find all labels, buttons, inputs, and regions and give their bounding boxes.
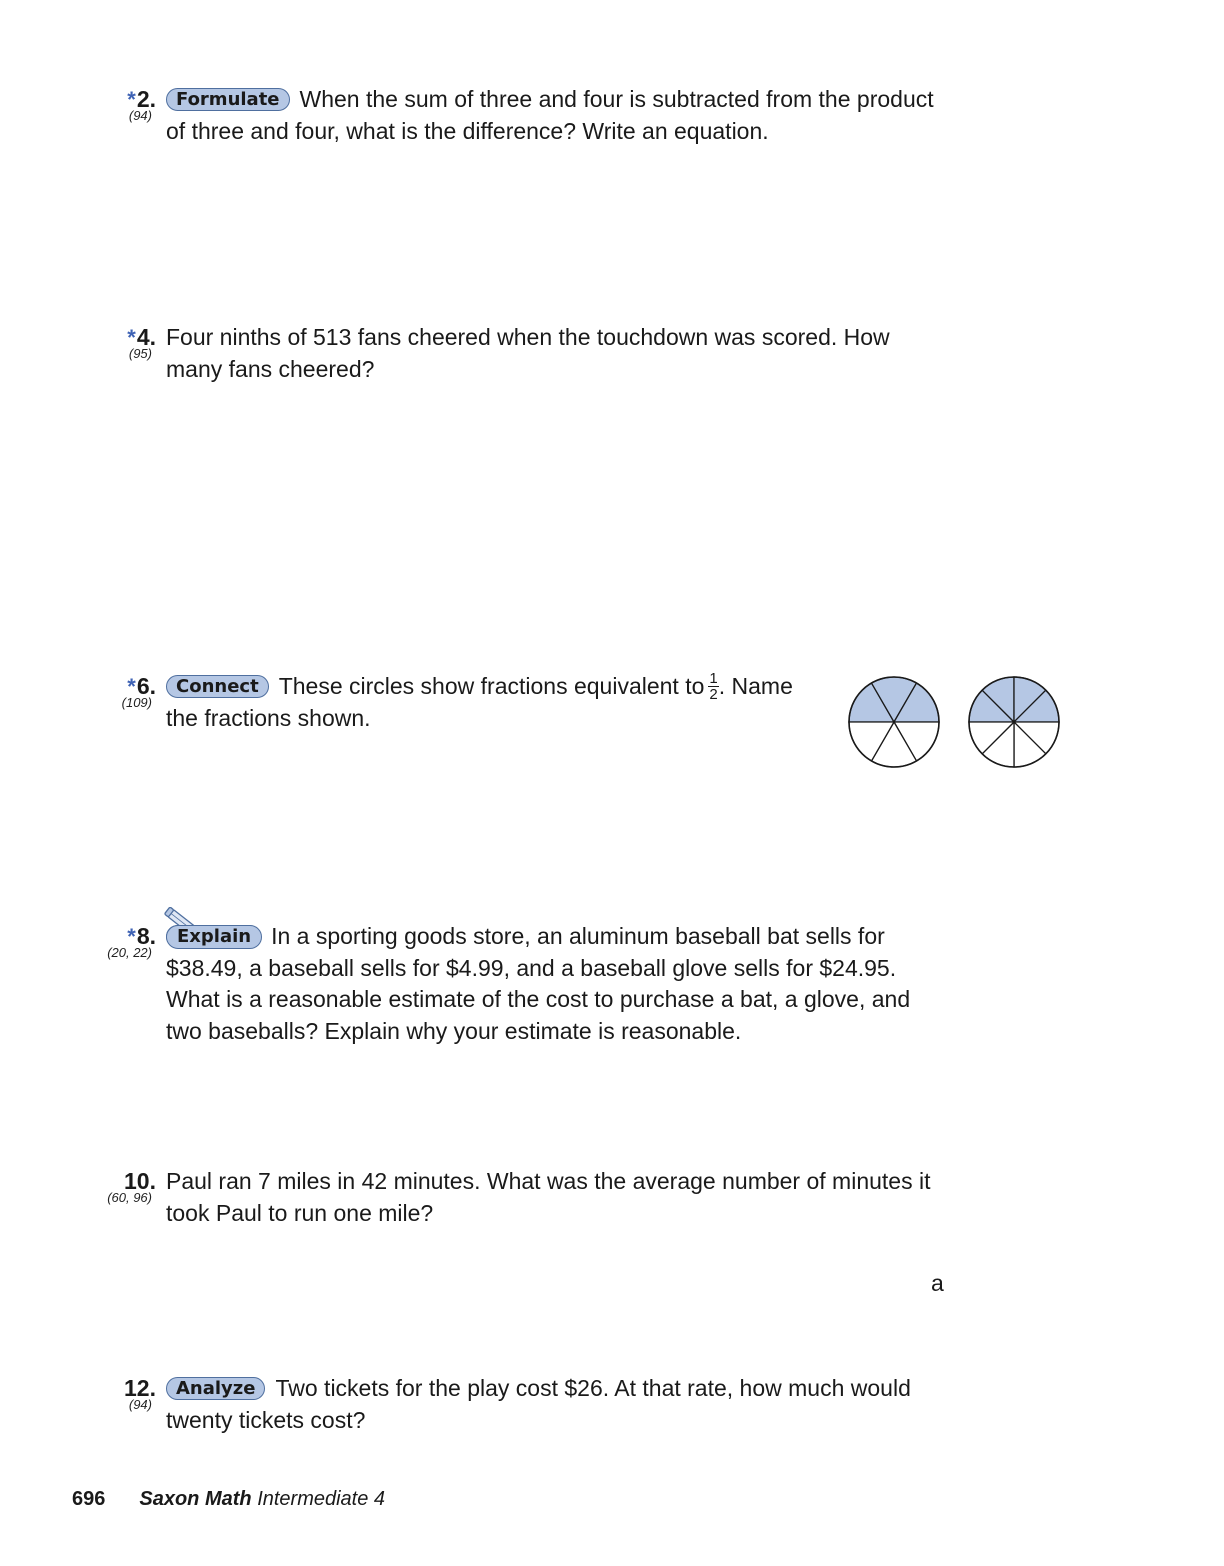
lesson-reference: (109) — [121, 695, 152, 710]
problem-text — [166, 671, 806, 734]
fraction-numerator: 1 — [709, 670, 718, 687]
problem-body: Paul ran 7 miles in 42 minutes. What was the average number of minutes it took Paul to run one mile? — [166, 1168, 931, 1226]
circle-eighths — [969, 677, 1059, 767]
problem-text — [166, 921, 946, 1047]
problem-body: These circles show fractions equivalent to — [278, 673, 705, 699]
explain-badge: Explain — [166, 925, 261, 948]
problem-number-text: 8. — [136, 923, 156, 949]
star-marker: * — [127, 924, 136, 949]
star-marker: * — [127, 674, 136, 699]
star-marker: * — [127, 325, 136, 350]
lesson-reference: (94) — [128, 108, 152, 123]
fraction-circles — [846, 675, 1066, 771]
analyze-badge: Analyze — [166, 1377, 265, 1400]
page-number: 696 — [72, 1488, 106, 1510]
problem-number-text: 6. — [136, 673, 156, 699]
problem-body: Two tickets for the play cost $26. At that rate, how much would twenty tickets cost? — [166, 1375, 911, 1433]
lesson-reference: (60, 96) — [107, 1190, 152, 1205]
fraction-one-half — [708, 671, 718, 702]
problem-text — [166, 1373, 946, 1436]
problem-number: 12. — [124, 1375, 156, 1401]
stray-mark: a — [931, 1270, 944, 1296]
star-marker: * — [127, 87, 136, 112]
problem-body: In a sporting goods store, an aluminum baseball bat sells for $38.49, a baseball sells for $4.99, and a baseball glove sells for $24.95. What is a reasonable estimate of the cost to purchase a bat, a glove, and two baseballs? Explain why your estimate is reasonable. — [166, 923, 911, 1044]
book-title: Saxon Math — [139, 1488, 252, 1510]
lesson-reference: (95) — [128, 346, 152, 361]
problem-number: 10. — [124, 1168, 156, 1194]
book-subtitle: Intermediate 4 — [257, 1488, 386, 1510]
problem-text — [166, 1166, 946, 1229]
connect-badge: Connect — [166, 675, 269, 698]
explain-badge-wrap — [166, 921, 271, 953]
problem-body-end: . Name the fractions shown. — [166, 673, 793, 731]
problem-number-text: 4. — [136, 324, 156, 350]
problem-number-text: 2. — [136, 86, 156, 112]
circle-sixths — [849, 677, 939, 767]
problem-text — [166, 84, 946, 147]
formulate-badge: Formulate — [166, 88, 290, 111]
lesson-reference: (20, 22) — [107, 945, 152, 960]
problem-text — [166, 322, 946, 385]
fraction-denominator: 2 — [709, 686, 718, 703]
page-footer — [72, 1488, 385, 1511]
problem-body: When the sum of three and four is subtracted from the product of three and four, what is the difference? Write an equation. — [166, 86, 934, 144]
lesson-reference: (94) — [128, 1397, 152, 1412]
problem-body: Four ninths of 513 fans cheered when the touchdown was scored. How many fans cheered? — [166, 324, 890, 382]
